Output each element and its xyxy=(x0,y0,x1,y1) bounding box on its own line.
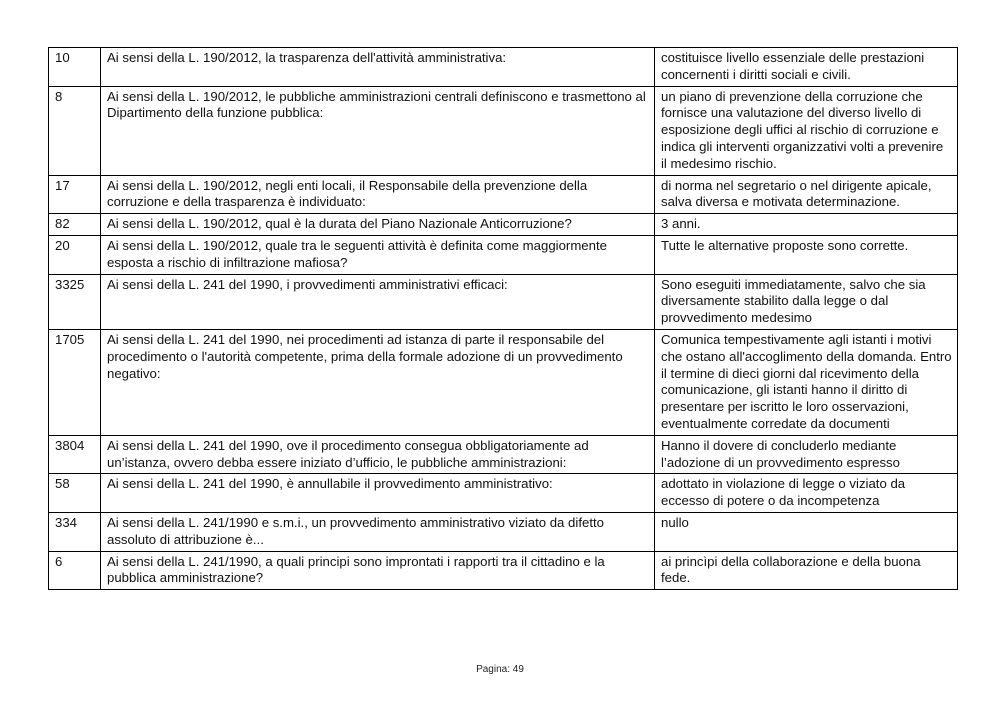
table-row xyxy=(49,86,958,175)
question-text-cell: Ai sensi della L. 190/2012, qual è la durata del Piano Nazionale Anticorruzione? xyxy=(101,214,655,236)
answer-text-cell: adottato in violazione di legge o viziato da eccesso di potere o da incompetenza xyxy=(655,474,958,513)
quiz-table xyxy=(48,47,958,590)
answer-text-cell: ai princìpi della collaborazione e della buona fede. xyxy=(655,551,958,590)
question-text-cell: Ai sensi della L. 241 del 1990, è annullabile il provvedimento amministrativo: xyxy=(101,474,655,513)
question-id-cell: 58 xyxy=(49,474,101,513)
answer-text-cell: nullo xyxy=(655,512,958,551)
table-row xyxy=(49,274,958,329)
answer-text-cell: Comunica tempestivamente agli istanti i motivi che ostano all'accoglimento della domanda. Entro il termine di dieci giorni dal ricevimento della comunicazione, gli istanti hanno il diritto di presentare per iscritto le loro osservazioni, eventualmente corredate da documenti xyxy=(655,329,958,435)
question-text-cell: Ai sensi della L. 190/2012, quale tra le seguenti attività è definita come maggiormente esposta a rischio di infiltrazione mafiosa? xyxy=(101,235,655,274)
answer-text-cell: costituisce livello essenziale delle prestazioni concernenti i diritti sociali e civili. xyxy=(655,48,958,87)
answer-text-cell: un piano di prevenzione della corruzione che fornisce una valutazione del diverso livello di esposizione degli uffici al rischio di corruzione e indica gli interventi organizzativi volti a prevenire il medesimo rischio. xyxy=(655,86,958,175)
question-text-cell: Ai sensi della L. 190/2012, le pubbliche amministrazioni centrali definiscono e trasmettono al Dipartimento della funzione pubblica: xyxy=(101,86,655,175)
table-row xyxy=(49,214,958,236)
question-id-cell: 3325 xyxy=(49,274,101,329)
table-row xyxy=(49,235,958,274)
question-id-cell: 10 xyxy=(49,48,101,87)
answer-text-cell: di norma nel segretario o nel dirigente apicale, salva diversa e motivata determinazione. xyxy=(655,175,958,214)
table-row xyxy=(49,474,958,513)
question-id-cell: 17 xyxy=(49,175,101,214)
answer-text-cell: Hanno il dovere di concluderlo mediante l’adozione di un provvedimento espresso xyxy=(655,435,958,474)
table-row xyxy=(49,551,958,590)
answer-text-cell: Tutte le alternative proposte sono corrette. xyxy=(655,235,958,274)
answer-text-cell: 3 anni. xyxy=(655,214,958,236)
question-id-cell: 1705 xyxy=(49,329,101,435)
table-row xyxy=(49,175,958,214)
question-id-cell: 3804 xyxy=(49,435,101,474)
table-row xyxy=(49,512,958,551)
question-id-cell: 8 xyxy=(49,86,101,175)
question-id-cell: 20 xyxy=(49,235,101,274)
page-number: Pagina: 49 xyxy=(476,664,524,675)
question-text-cell: Ai sensi della L. 190/2012, negli enti locali, il Responsabile della prevenzione della corruzione e della trasparenza è individuato: xyxy=(101,175,655,214)
question-text-cell: Ai sensi della L. 241 del 1990, ove il procedimento consegua obbligatoriamente ad un’istanza, ovvero debba essere iniziato d’ufficio, le pubbliche amministrazioni: xyxy=(101,435,655,474)
question-id-cell: 334 xyxy=(49,512,101,551)
quiz-table-body xyxy=(49,48,958,590)
question-id-cell: 82 xyxy=(49,214,101,236)
question-text-cell: Ai sensi della L. 190/2012, la trasparenza dell'attività amministrativa: xyxy=(101,48,655,87)
table-row xyxy=(49,435,958,474)
answer-text-cell: Sono eseguiti immediatamente, salvo che sia diversamente stabilito dalla legge o dal provvedimento medesimo xyxy=(655,274,958,329)
table-row xyxy=(49,329,958,435)
table-row xyxy=(49,48,958,87)
question-text-cell: Ai sensi della L. 241/1990, a quali principi sono improntati i rapporti tra il cittadino e la pubblica amministrazione? xyxy=(101,551,655,590)
question-id-cell: 6 xyxy=(49,551,101,590)
question-text-cell: Ai sensi della L. 241/1990 e s.m.i., un provvedimento amministrativo viziato da difetto assoluto di attribuzione è... xyxy=(101,512,655,551)
question-text-cell: Ai sensi della L. 241 del 1990, i provvedimenti amministrativi efficaci: xyxy=(101,274,655,329)
question-text-cell: Ai sensi della L. 241 del 1990, nei procedimenti ad istanza di parte il responsabile del procedimento o l'autorità competente, prima della formale adozione di un provvedimento negativo: xyxy=(101,329,655,435)
